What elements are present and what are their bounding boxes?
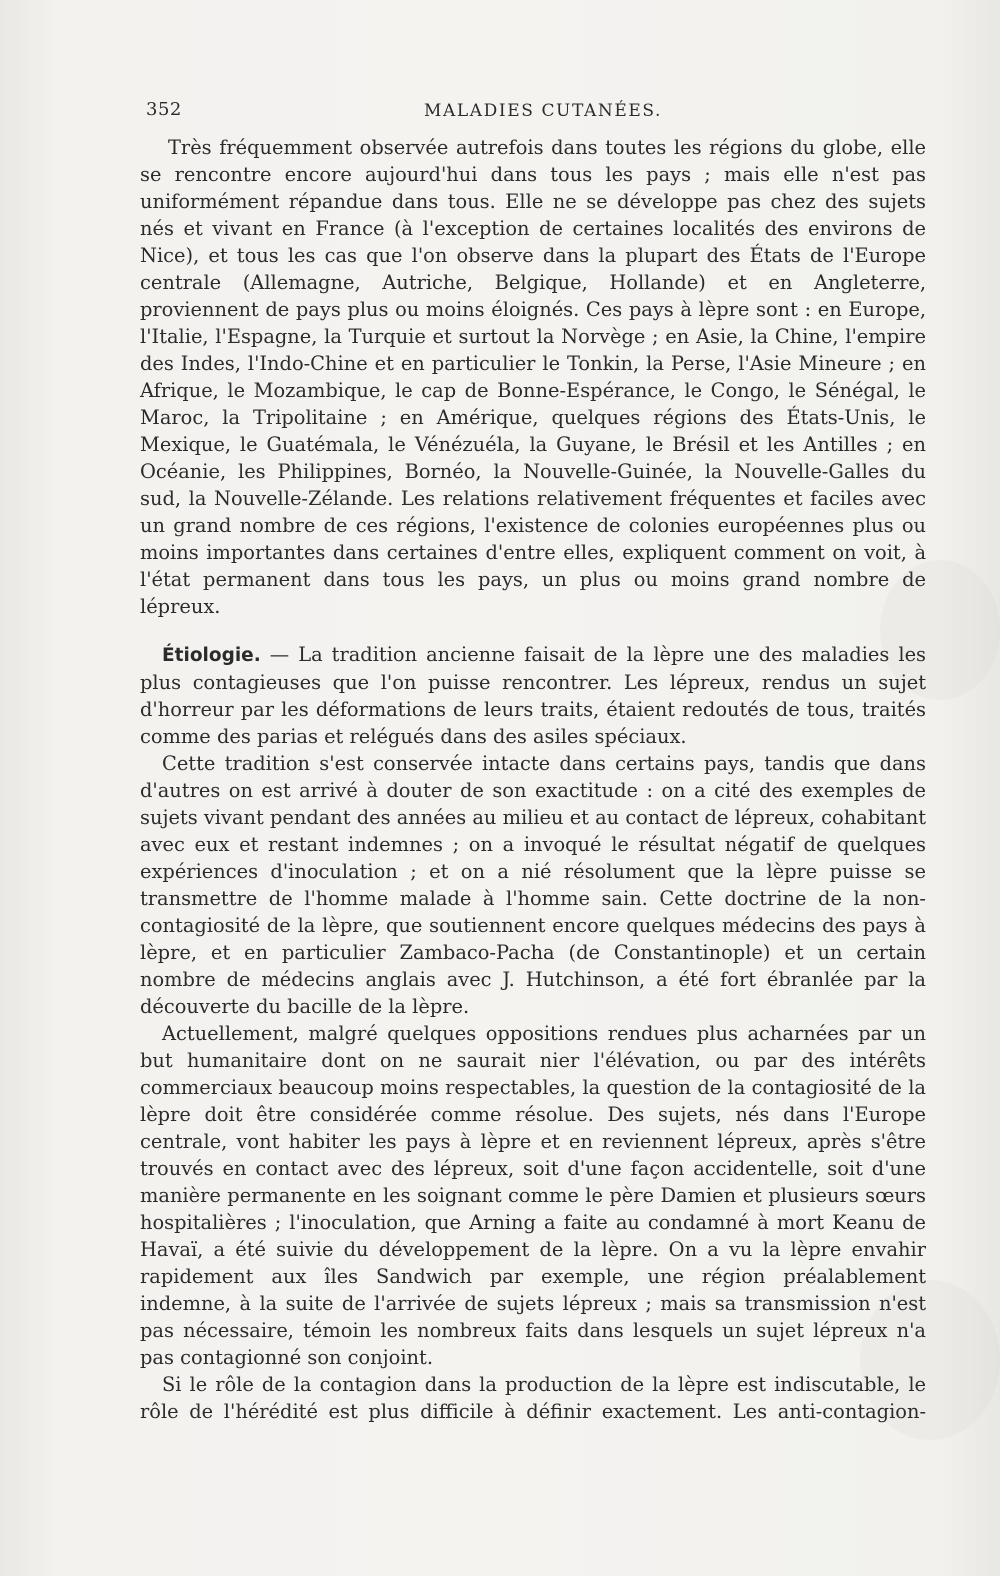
body-text [140,134,926,1425]
paragraph-contagiosite [140,1020,926,1371]
paragraph-text: — La tradition ancienne faisait de la lèpre une des maladies les plus contagieuses que l'on puisse rencontrer. Les lépreux, rendus un sujet d'horreur par les déformations de leurs traits, étaient redoutés de tous, traités comme des parias et relégués dans des asiles spéciaux. [140,643,926,748]
page-number: 352 [146,99,182,120]
paragraph-heredite [140,1371,926,1425]
paragraph-etiologie [140,641,926,750]
running-title: MALADIES CUTANÉES. [424,101,663,121]
section-heading-etiologie: Étiologie. [162,645,261,666]
paragraph-text: Si le rôle de la contagion dans la production de la lèpre est indiscutable, le rôle de l'hérédité est plus difficile à définir exactement. Les anti-contagion- [140,1373,926,1423]
paragraph-text: Très fréquemment observée autrefois dans toutes les régions du globe, elle se rencontre encore aujourd'hui dans tous les pays ; mais elle n'est pas uniformément répandue dans tous. Elle ne se développe pas chez des sujets nés et vivant en France (à l'exception de certaines localités des environs de Nice), et tous les cas que l'on observe dans la plupart des États de l'Europe centrale (Allemagne, Autriche, Belgique, Hollande) et en Angleterre, proviennent de pays plus ou moins éloignés. Ces pays à lèpre sont : en Europe, l'Italie, l'Espagne, la Turquie et surtout la Norvège ; en Asie, la Chine, l'empire des Indes, l'Indo-Chine et en particulier le Tonkin, la Perse, l'Asie Mineure ; en Afrique, le Mozambique, le cap de Bonne-Espérance, le Congo, le Sénégal, le Maroc, la Tripolitaine ; en Amérique, quelques régions des États-Unis, le Mexique, le Guatémala, le Vénézuéla, la Guyane, le Brésil et les Antilles ; en Océanie, les Philippines, Bornéo, la Nouvelle-Guinée, la Nouvelle-Galles du sud, la Nouvelle-Zélande. Les relations relativement fréquentes et faciles avec un grand nombre de ces régions, l'existence de colonies européennes plus ou moins importantes dans certaines d'entre elles, expliquent comment on voit, à l'état permanent dans tous les pays, un plus ou moins grand nombre de lépreux. [140,136,926,618]
paragraph-tradition [140,750,926,1020]
paragraph-text: Cette tradition s'est conservée intacte dans certains pays, tandis que dans d'autres on est arrivé à douter de son exactitude : on a cité des exemples de sujets vivant pendant des années au milieu et au contact de lépreux, cohabitant avec eux et restant indemnes ; on a invoqué le résultat négatif de quelques expériences d'inoculation ; et on a nié résolument que la lèpre puisse se transmettre de l'homme malade à l'homme sain. Cette doctrine de la non-contagiosité de la lèpre, que soutiennent encore quelques médecins des pays à lèpre, et en particulier Zambaco-Pacha (de Constantinople) et un certain nombre de médecins anglais avec J. Hutchinson, a été fort ébranlée par la découverte du bacille de la lèpre. [140,752,926,1018]
paragraph-text: Actuellement, malgré quelques oppositions rendues plus acharnées par un but humanitaire dont on ne saurait nier l'élévation, ou par des intérêts commerciaux beaucoup moins respectables, la question de la contagiosité de la lèpre doit être considérée comme résolue. Des sujets, nés dans l'Europe centrale, vont habiter les pays à lèpre et en reviennent lépreux, après s'être trouvés en contact avec des lépreux, soit d'une façon accidentelle, soit d'une manière permanente en les soignant comme le père Damien et plusieurs sœurs hospitalières ; l'inoculation, que Arning a faite au condamné à mort Keanu de Havaï, a été suivie du développement de la lèpre. On a vu la lèpre envahir rapidement aux îles Sandwich par exemple, une région préalablement indemne, à la suite de l'arrivée de sujets lépreux ; mais sa transmission n'est pas nécessaire, témoin les nombreux faits dans lesquels un sujet lépreux n'a pas contagionné son conjoint. [140,1022,926,1369]
paragraph-geographic-distribution [140,134,926,620]
page-header [146,99,926,129]
